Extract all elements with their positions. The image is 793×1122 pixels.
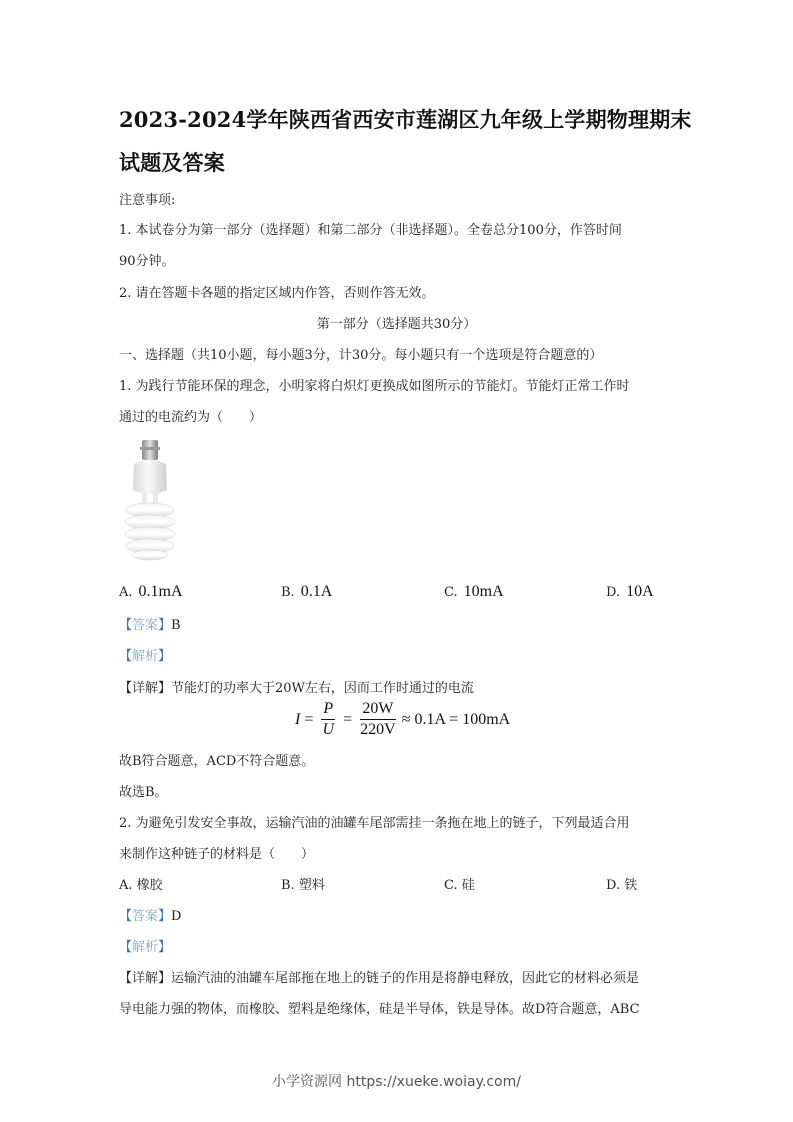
option-value: 铁 — [624, 878, 638, 893]
answer-tag: 答案 — [132, 618, 159, 633]
q1-answer — [119, 614, 181, 633]
q2-detail-line1 — [119, 967, 639, 986]
section1-heading: 一、选择题（共10小题，每小题3分，计30分。每小题只有一个选项是符合题意的） — [119, 348, 603, 363]
q1-final-choice: 故选B。 — [119, 785, 168, 800]
fraction-numerator: P — [321, 700, 335, 720]
analysis-tag: 解析 — [132, 940, 159, 955]
bracket-open: 【 — [119, 909, 133, 924]
option-label: C. — [444, 585, 458, 600]
q1-analysis-tag — [119, 645, 171, 664]
notice-heading: 注意事项: — [119, 193, 176, 208]
option-label: B. — [281, 878, 295, 893]
option-label: A. — [119, 585, 133, 600]
detail-tag: 【详解】 — [119, 971, 172, 986]
bracket-open: 【 — [119, 940, 133, 955]
bracket-close: 】 — [158, 618, 172, 633]
fraction-numerator: 20W — [360, 700, 395, 720]
q2-stem-line2: 来制作这种链子的材料是（ ） — [119, 847, 315, 862]
bracket-close: 】 — [158, 940, 172, 955]
document-title-line1: 2023-2024学年陕西省西安市莲湖区九年级上学期物理期末 — [119, 107, 692, 132]
bracket-close: 】 — [158, 649, 172, 664]
detail-text: 节能灯的功率大于20W左右，因而工作时通过的电流 — [171, 681, 474, 696]
option-value: 0.1A — [300, 583, 333, 600]
q1-option-c — [444, 583, 504, 601]
option-value: 10A — [626, 583, 654, 600]
q2-answer — [119, 905, 181, 924]
analysis-tag: 解析 — [132, 649, 159, 664]
fraction-denominator: U — [322, 721, 335, 738]
detail-text: 运输汽油的油罐车尾部拖在地上的链子的作用是将静电释放，因此它的材料必须是 — [171, 971, 640, 986]
q2-detail-line2: 导电能力强的物体，而橡胶、塑料是绝缘体，硅是半导体，铁是导体。故D符合题意，ABC — [119, 1002, 640, 1017]
bracket-open: 【 — [119, 618, 133, 633]
energy-saving-bulb-image — [120, 438, 180, 562]
option-value: 橡胶 — [136, 878, 163, 893]
option-value: 0.1mA — [138, 583, 183, 600]
option-label: B. — [281, 585, 295, 600]
notice-item-1: 1. 本试卷分为第一部分（选择题）和第二部分（非选择题）。全卷总分100分，作答时间 — [119, 223, 622, 238]
q2-option-d — [606, 874, 637, 893]
q2-option-c — [444, 874, 475, 893]
q1-option-b — [281, 583, 332, 601]
answer-value: D — [171, 909, 182, 924]
bracket-open: 【 — [119, 649, 133, 664]
q1-conclusion: 故B符合题意，ACD不符合题意。 — [119, 754, 315, 769]
option-label: C. — [444, 878, 458, 893]
option-label: D. — [606, 878, 621, 893]
bracket-close: 】 — [158, 909, 172, 924]
q2-option-b — [281, 874, 325, 893]
formula-result: ≈ 0.1A = 100mA — [401, 710, 511, 728]
page-footer-watermark: 小学资源网 https://xueke.woiay.com/ — [272, 1074, 521, 1090]
option-label: A. — [119, 878, 133, 893]
q1-stem-line2: 通过的电流约为（ ） — [119, 410, 263, 425]
formula-equals: = — [304, 710, 314, 728]
detail-tag: 【详解】 — [119, 681, 172, 696]
option-value: 10mA — [463, 583, 504, 600]
part1-heading: 第一部分（选择题共30分） — [316, 317, 477, 332]
fraction-denominator: 220V — [360, 721, 396, 738]
q1-formula — [295, 700, 510, 739]
notice-item-2: 2. 请在答题卡各题的指定区域内作答，否则作答无效。 — [119, 286, 435, 301]
q1-detail — [119, 677, 474, 696]
formula-equals: = — [343, 710, 353, 728]
q2-analysis-tag — [119, 936, 171, 955]
q1-stem-line1: 1. 为践行节能环保的理念，小明家将白炽灯更换成如图所示的节能灯。节能灯正常工作时 — [119, 379, 630, 394]
q2-stem-line1: 2. 为避免引发安全事故，运输汽油的油罐车尾部需挂一条拖在地上的链子，下列最适合用 — [119, 816, 630, 831]
q1-option-a — [119, 583, 183, 601]
option-label: D. — [606, 585, 621, 600]
answer-value: B — [171, 618, 181, 633]
formula-fraction-pu — [321, 700, 335, 739]
notice-item-1-cont: 90分钟。 — [119, 254, 175, 269]
option-value: 塑料 — [298, 878, 325, 893]
formula-fraction-values — [360, 700, 396, 739]
document-title-line2: 试题及答案 — [119, 150, 225, 175]
q1-option-d — [606, 583, 654, 601]
option-value: 硅 — [461, 878, 475, 893]
q2-option-a — [119, 874, 163, 893]
answer-tag: 答案 — [132, 909, 159, 924]
formula-lhs: I — [295, 710, 301, 728]
